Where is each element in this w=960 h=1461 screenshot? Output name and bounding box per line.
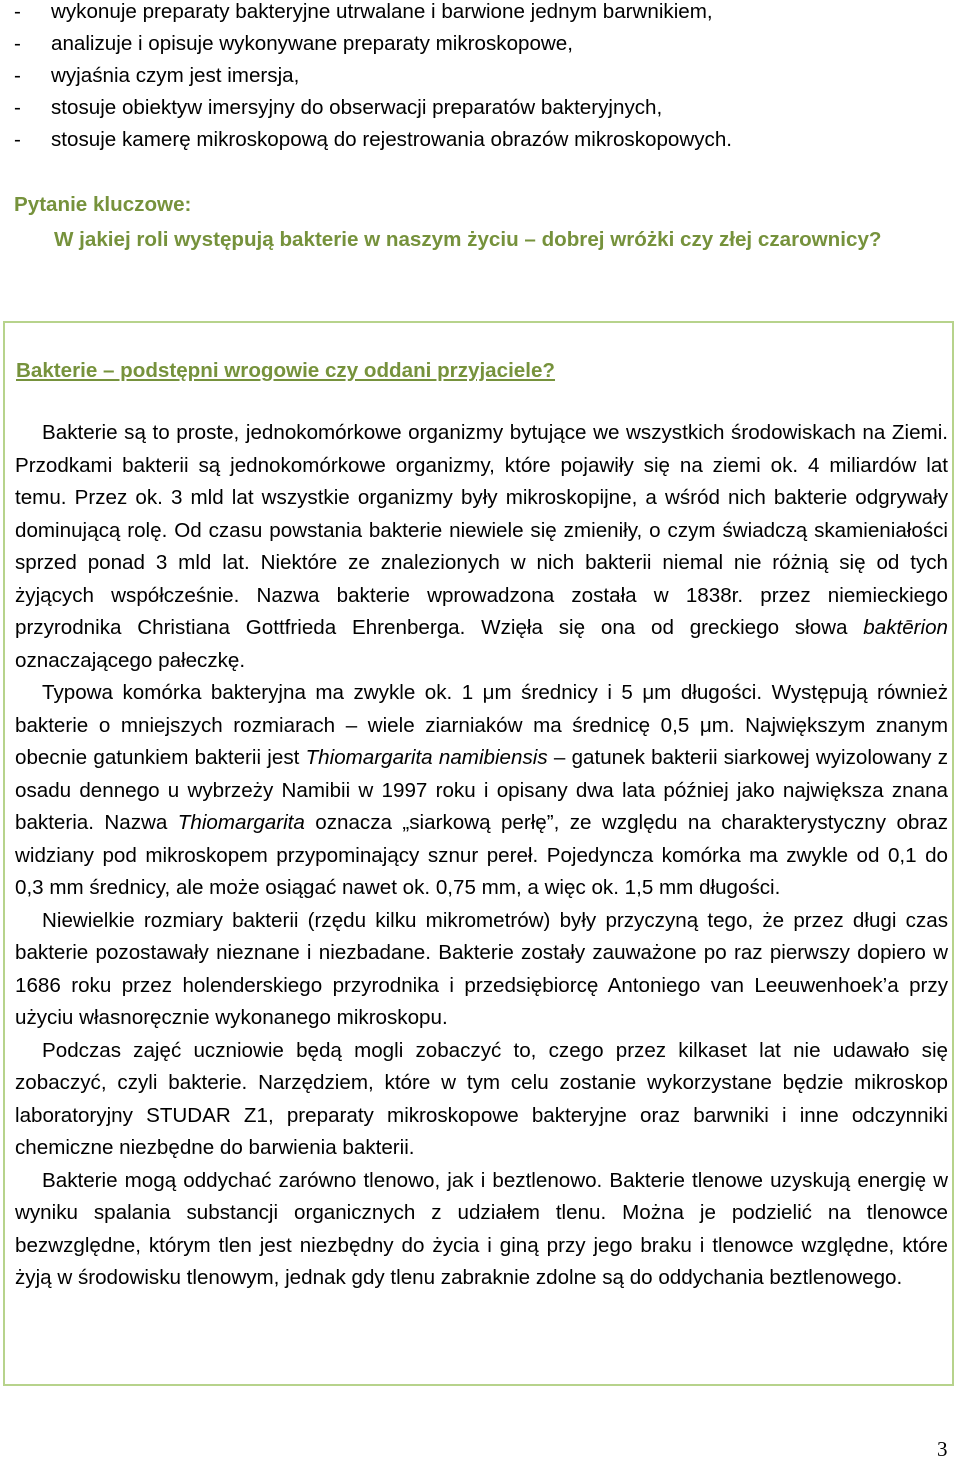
paragraph: Niewielkie rozmiary bakterii (rzędu kilku mikrometrów) były przyczyną tego, że przez długi czas bakterie pozostawały nieznane i niezbadane. Bakterie zostały zauważone po raz pierwszy dopiero w 1686 roku przez holenderskiego przyrodnika i przedsiębiorcę Antoniego van Leeuwenhoek’a przy użyciu własnoręcznie wykonanego mikroskopu. [15, 908, 948, 1029]
info-box-body [15, 417, 948, 1295]
paragraph-text: Bakterie są to proste, jednokomórkowe organizmy bytujące we wszystkich środowiskach na Ziemi. Przodkami bakterii są jednokomórkowe organizmy, które pojawiły się na ziemi ok. 4 miliardów lat temu. Przez ok. 3 mld lat wszystkie organizmy były mikroskopijne, a wśród nich bakterie odgrywały dominującą rolę. Od czasu powstania bakterie niewiele się zmieniły, o czym świadczą skamieniałości sprzed ponad 3 mld lat. Niektóre ze znalezionych w nich bakterii niemal nie różnią się od tych żyjących współcześnie. Nazwa bakterie wprowadzona została w 1838r. przez niemieckiego przyrodnika Christiana Gottfrieda Ehrenberga. Wzięła się ona od greckiego słowa [15, 421, 948, 639]
paragraph-text: – gatunek bakterii siarkowej wyizolowany z osadu dennego u wybrzeży Namibii w 1997 roku i opisany dwa lata później jako największa znana bakteria. Nazwa [15, 746, 948, 834]
bullet-dash: - [14, 64, 21, 87]
list-item-text: wykonuje preparaty bakteryjne utrwalane i barwione jednym barwnikiem, [51, 0, 713, 23]
list-item-text: wyjaśnia czym jest imersja, [51, 64, 300, 87]
page-number: 3 [937, 1437, 948, 1461]
paragraph: Bakterie mogą oddychać zarówno tlenowo, jak i beztlenowo. Bakterie tlenowe uzyskują energię w wyniku spalania substancji organicznych z udziałem tlenu. Można je podzielić na tlenowce bezwzględne, którym tlen jest niezbędny do życia i giną przy jego braku i tlenowce względne, które żyją w środowisku tlenowym, jednak gdy tlenu zabraknie zdolne są do oddychania beztlenowego. [15, 1168, 948, 1289]
italic-term: Thiomargarita namibiensis [305, 746, 548, 769]
bullet-dash: - [14, 32, 21, 55]
paragraph-text: oznacza „siarkową perłę”, ze względu na charakterystyczny obraz widziany pod mikroskopem przypominający sznur pereł. Pojedyncza komórka ma zwykle od 0,1 do 0,3 mm średnicy, ale może osiągać nawet ok. 0,75 mm, a więc ok. 1,5 mm długości. [15, 811, 948, 899]
list-item-text: analizuje i opisuje wykonywane preparaty mikroskopowe, [51, 32, 573, 55]
list-item [14, 0, 944, 28]
bullet-dash: - [14, 0, 21, 23]
key-question-label: Pytanie kluczowe: [14, 193, 192, 216]
list-item [14, 92, 944, 124]
list-item [14, 124, 944, 156]
italic-term: baktērion [863, 616, 948, 639]
paragraph-text: oznaczającego pałeczkę. [15, 648, 246, 672]
list-item-text: stosuje kamerę mikroskopową do rejestrowania obrazów mikroskopowych. [51, 128, 733, 151]
paragraph: Podczas zajęć uczniowie będą mogli zobaczyć to, czego przez kilkaset lat nie udawało się zobaczyć, czyli bakterie. Narzędziem, które w tym celu zostanie wykorzystane będzie mikroskop laboratoryjny STUDAR Z1, preparaty mikroskopowe bakteryjne oraz barwniki i inne odczynniki chemiczne niezbędne do barwienia bakterii. [15, 1038, 948, 1159]
list-item-text: stosuje obiektyw imersyjny do obserwacji preparatów bakteryjnych, [51, 96, 663, 119]
list-item [14, 28, 944, 60]
info-box-heading: Bakterie – podstępni wrogowie czy oddani przyjaciele? [16, 359, 556, 382]
bullet-dash: - [14, 128, 21, 151]
info-box [3, 321, 954, 1386]
paragraph-text: Typowa komórka bakteryjna ma zwykle ok. 1 μm średnicy i 5 μm długości. Występują również bakterie o mniejszych rozmiarach – wiele ziarniaków ma średnicę 0,5 μm. Największym znanym obecnie gatunkiem bakterii jest [15, 681, 948, 769]
list-item [14, 60, 944, 92]
italic-term: Thiomargarita [177, 811, 305, 834]
bullet-dash: - [14, 96, 21, 119]
paragraph [15, 417, 948, 677]
objectives-list [14, 0, 944, 156]
key-question-text: W jakiej roli występują bakterie w naszym życiu – dobrej wróżki czy złej czarownicy? [54, 228, 882, 251]
paragraph [15, 677, 948, 905]
